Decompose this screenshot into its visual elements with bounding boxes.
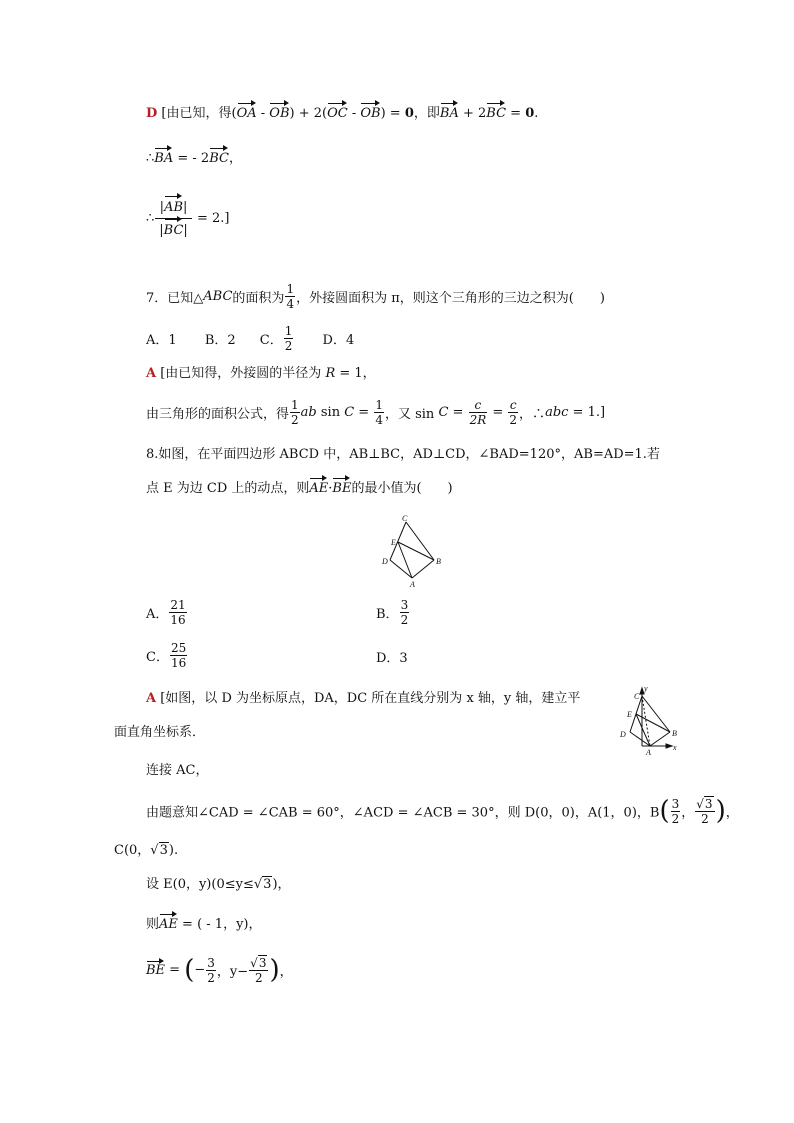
vector-ba: BA — [154, 151, 174, 166]
edge-cb — [642, 696, 670, 732]
question-8-option-c: C． $\frac{25}{16}$ — [146, 641, 187, 670]
ratio-fraction: $\frac{|AB|}{|BC|}$ — [155, 196, 192, 241]
vector-be: BE — [332, 481, 352, 496]
step-point-c: C(0，√3). — [114, 843, 179, 858]
answer-label: A — [146, 366, 157, 381]
question-7-answer: A [由已知得，外接圆的半径为 R = 1， — [146, 366, 376, 381]
step-connect: 连接 AC， — [146, 763, 209, 778]
option-d: D．4 — [322, 333, 355, 348]
solution-line-2: ∴BA = - 2BC， — [146, 151, 242, 166]
solution-line-1: D [由已知，得(OA - OB) + 2(OC - OB) = 0，即BA + 2BC = 0. — [146, 106, 539, 121]
question-8-line-1: 8.如图，在平面四边形 ABCD 中，AB⊥BC，AD⊥CD，∠BAD=120°，AB=AD=1.若 — [146, 447, 660, 462]
answer-label: D — [146, 106, 158, 121]
label-y: y — [644, 684, 648, 693]
question-8-answer: A [如图，以 D 为坐标原点，DA，DC 所在直线分别为 x 轴，y 轴，建立平 — [146, 691, 581, 706]
question-7-answer-2: 由三角形的面积公式，得 $\frac{1}{2}$ ab sin C = $\frac{1}{4}$ ，又 sin C = $\frac{c}{2R}$ = $\frac{c}{2}$ ，∴abc = 1.] — [146, 398, 606, 427]
option-c: C． $\frac{1}{2}$ — [259, 324, 293, 353]
label-c: C — [402, 514, 408, 523]
label-b: B — [436, 557, 441, 566]
vector-bc: BC — [209, 151, 229, 166]
label-a: A — [646, 748, 651, 756]
solution-line-3: ∴ $\frac{|AB|}{|BC|}$ = 2.] — [146, 196, 229, 241]
vector-ae: AE — [159, 917, 178, 932]
label-x: x — [673, 743, 677, 752]
answer-label: A — [146, 691, 157, 706]
vector-be: BE — [146, 962, 166, 978]
vector-bc: BC — [486, 106, 507, 121]
label-a: A — [410, 580, 415, 588]
edge-ba — [412, 560, 434, 578]
vector-oc: OC — [327, 106, 348, 121]
edge-cb — [406, 522, 434, 560]
question-8-line-2: 点 E 为边 CD 上的动点，则AE·BE的最小值为( ) — [146, 481, 453, 496]
coordinate-figure — [616, 684, 680, 756]
label-d: D — [382, 557, 388, 566]
vector-ba: BA — [439, 106, 459, 121]
vector-ob: OB — [269, 106, 290, 121]
x-axis-arrow — [666, 744, 672, 748]
option-b: B．2 — [204, 333, 236, 348]
option-a: A．1 — [146, 333, 177, 348]
question-8-option-d: D．3 — [376, 651, 408, 666]
label-e: E — [391, 538, 396, 547]
step-vector-be: BE = (− $\frac{3}{2}$ ，y− $\frac{√3}{2}$ )， — [146, 955, 293, 985]
question-8-option-a: A． $\frac{21}{16}$ — [146, 598, 186, 627]
step-vector-ae: 则AE = ( - 1，y)， — [146, 917, 262, 932]
step-point-e: 设 E(0，y)(0≤y≤√3)， — [146, 877, 291, 892]
step-coordinates: 由题意知∠CAD = ∠CAB = 60°，∠ACD = ∠ACB = 30°，则 D(0，0)，A(1，0)，B( $\frac{3}{2}$ ， $\frac{√3}{2}$ )， — [146, 796, 739, 826]
question-8-option-b: B． $\frac{3}{2}$ — [376, 598, 409, 627]
vector-ob: OB — [360, 106, 381, 121]
segment-eb — [636, 714, 670, 732]
quadrilateral-figure — [378, 512, 448, 588]
vector-ae: AE — [309, 481, 329, 496]
label-d: D — [620, 730, 626, 739]
label-b: B — [672, 729, 677, 738]
segment-eb — [398, 542, 434, 560]
label-c: C — [634, 692, 640, 701]
vector-oa: OA — [236, 106, 257, 121]
question-7: 7．已知△ABC的面积为 $\frac{1}{4}$ ，外接圆面积为 π，则这个三角形的三边之积为( ) — [146, 282, 605, 311]
area-fraction: $\frac{1}{4}$ — [286, 282, 295, 311]
question-8-answer-2: 面直角坐标系． — [114, 725, 206, 740]
question-7-options — [146, 324, 354, 353]
label-e: E — [627, 710, 632, 719]
